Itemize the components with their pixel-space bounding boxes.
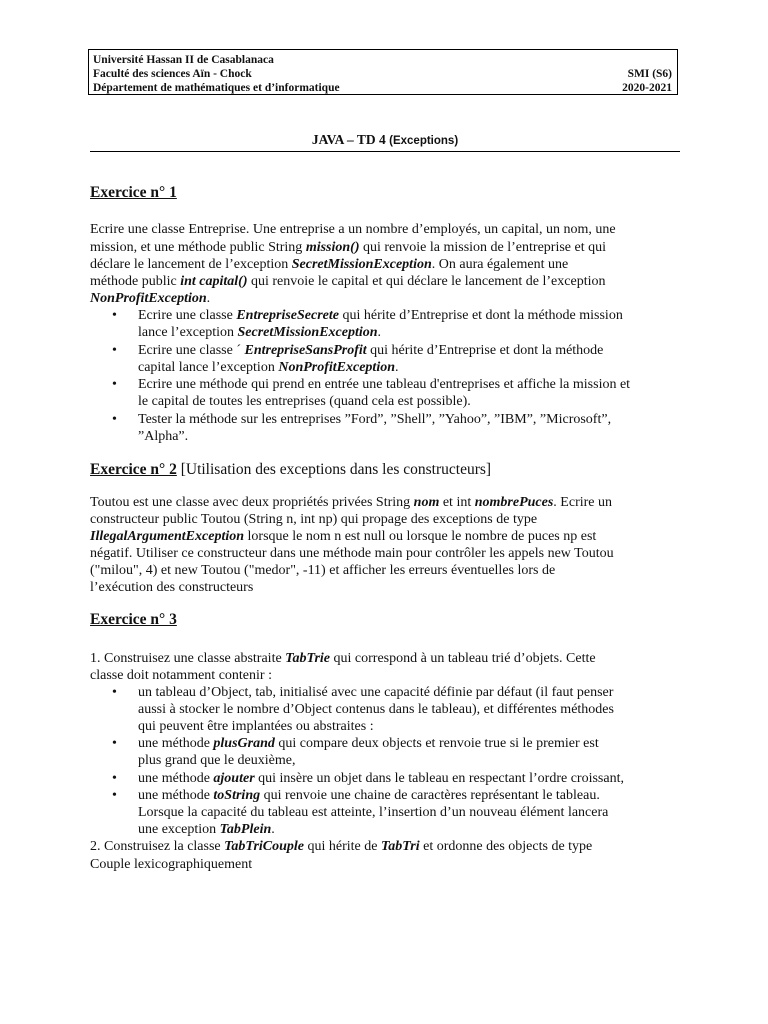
ex1-bullet-1-line-2 xyxy=(138,324,381,341)
ex1-bullet-1-line-1 xyxy=(138,307,623,324)
ex3-code: ajouter xyxy=(213,771,255,786)
header-box xyxy=(88,49,678,95)
ex2-line-2 xyxy=(90,511,537,528)
header-line-3 xyxy=(93,81,672,95)
ex1-bullet-2-line-1 xyxy=(138,342,603,359)
ex3-line-2 xyxy=(90,667,272,684)
ex1-text: Ecrire une classe xyxy=(138,308,237,323)
bullet-icon: • xyxy=(112,412,117,427)
ex1-text: Tester la méthode sur les entreprises ”Ford”, ”Shell”, ”Yahoo”, ”IBM”, ”Microsoft”, xyxy=(138,412,612,427)
ex1-code: int capital() xyxy=(180,274,248,289)
ex1-text: capital lance l’exception xyxy=(138,360,279,375)
ex2-line-5 xyxy=(90,562,555,579)
ex3-text: qui renvoie une chaine de caractères représentant le tableau. xyxy=(260,788,600,803)
university-name: Université Hassan II de Casablanaca xyxy=(93,54,274,66)
ex3-code: TabTrie xyxy=(285,651,331,666)
faculty-name: Faculté des sciences Aïn - Chock xyxy=(93,68,252,80)
ex3-text: une méthode xyxy=(138,736,214,751)
ex1-text: méthode public xyxy=(90,274,181,289)
ex1-code: EntrepriseSecrete xyxy=(236,308,339,323)
ex1-line-5 xyxy=(90,290,210,307)
ex2-line-4 xyxy=(90,545,614,562)
ex1-code: NonProfitException xyxy=(278,360,395,375)
ex3-text: aussi à stocker le nombre d’Object contenus dans le tableau), et différentes méthodes xyxy=(138,702,614,717)
ex3-text: classe doit notamment contenir : xyxy=(90,668,272,683)
ex1-code: SecretMissionException xyxy=(237,325,378,340)
ex3-text: 2. Construisez la classe xyxy=(90,839,225,854)
ex1-code: NonProfitException xyxy=(90,291,207,306)
ex3-text: une exception xyxy=(138,822,220,837)
title-main: JAVA – TD 4 xyxy=(311,132,390,147)
ex2-line-6 xyxy=(90,579,253,596)
ex3-text: qui peuvent être implantées ou abstraites : xyxy=(138,719,374,734)
ex1-text: qui hérite d’Entreprise et dont la méthode mission xyxy=(339,308,623,323)
program-label: SMI (S6) xyxy=(627,68,672,80)
ex3-text: plus grand que le deuxième, xyxy=(138,753,296,768)
ex1-line-3 xyxy=(90,256,568,273)
ex3-text: qui correspond à un tableau trié d’objets. Cette xyxy=(330,651,596,666)
ex1-text: mission, et une méthode public String xyxy=(90,240,306,255)
ex3-bullet-1-line-2 xyxy=(138,701,614,718)
ex1-bullet-4-line-2 xyxy=(138,428,188,445)
exercise-3-heading xyxy=(90,610,177,630)
ex1-text: lance l’exception xyxy=(138,325,238,340)
ex1-text: qui renvoie la mission de l’entreprise et qui xyxy=(359,240,606,255)
page-title xyxy=(90,131,680,150)
exercise-2-subtitle: [Utilisation des exceptions dans les constructeurs] xyxy=(176,461,492,478)
ex3-bullet-2-line-2 xyxy=(138,752,295,769)
exercise-1-label: Exercice n° 1 xyxy=(90,184,177,201)
bullet-icon: • xyxy=(112,377,117,392)
ex1-text: qui renvoie le capital et qui déclare le lancement de l’exception xyxy=(247,274,606,289)
ex3-code: TabPlein xyxy=(219,822,272,837)
bullet-icon: • xyxy=(112,788,117,803)
ex1-line-2 xyxy=(90,239,606,256)
bullet-icon: • xyxy=(112,736,117,751)
ex1-text: . On aura également une xyxy=(431,257,569,272)
ex3-text: Couple lexicographiquement xyxy=(90,857,253,872)
bullet-icon: • xyxy=(112,343,117,358)
ex3-text: qui insère un objet dans le tableau en respectant l’ordre croissant, xyxy=(254,771,624,786)
ex3-text: qui hérite de xyxy=(304,839,381,854)
ex3-text: Lorsque la capacité du tableau est atteinte, l’insertion d’un nouveau élément lancera xyxy=(138,805,609,820)
header-line-1 xyxy=(93,53,672,67)
ex2-code: nombrePuces xyxy=(474,495,554,510)
ex3-code: TabTriCouple xyxy=(224,839,305,854)
ex2-text: l’exécution des constructeurs xyxy=(90,580,254,595)
bullet-icon: • xyxy=(112,771,117,786)
ex3-text: 1. Construisez une classe abstraite xyxy=(90,651,286,666)
ex3-code: toString xyxy=(213,788,261,803)
department-name: Département de mathématiques et d’informatique xyxy=(93,82,340,94)
ex2-text: Toutou est une classe avec deux propriétés privées String xyxy=(90,495,414,510)
ex3-bullet-4-line-1 xyxy=(138,787,600,804)
academic-year: 2020-2021 xyxy=(622,82,672,94)
ex1-text: qui hérite d’Entreprise et dont la méthode xyxy=(366,343,604,358)
exercise-2-label: Exercice n° 2 xyxy=(90,461,177,478)
ex3-line-1 xyxy=(90,650,596,667)
ex1-text: déclare le lancement de l’exception xyxy=(90,257,292,272)
ex1-text: Ecrire une classe Entreprise. Une entreprise a un nombre d’employés, un capital, un nom, une xyxy=(90,222,616,237)
title-divider xyxy=(90,151,680,152)
ex1-text: ”Alpha”. xyxy=(138,429,189,444)
ex1-text: Ecrire une méthode qui prend en entrée une tableau d'entreprises et affiche la mission et xyxy=(138,377,631,392)
ex3-text: une méthode xyxy=(138,771,214,786)
ex2-text: ("milou", 4) et new Toutou ("medor", -11) et afficher les erreurs éventuelles lors de xyxy=(90,563,556,578)
ex3-code: plusGrand xyxy=(213,736,275,751)
ex1-line-4 xyxy=(90,273,605,290)
ex2-code: IllegalArgumentException xyxy=(90,529,245,544)
ex2-code: nom xyxy=(413,495,440,510)
ex2-text: constructeur public Toutou (String n, int np) qui propage des exceptions de type xyxy=(90,512,538,527)
ex3-bullet-2-line-1 xyxy=(138,735,599,752)
ex3-text: et ordonne des objects de type xyxy=(419,839,593,854)
ex1-text: Ecrire une classe ´ xyxy=(138,343,245,358)
ex1-bullet-4-line-1 xyxy=(138,411,611,428)
ex3-text: . xyxy=(271,822,275,837)
ex1-text: . xyxy=(377,325,382,340)
ex2-text: et int xyxy=(439,495,475,510)
ex3-text: qui compare deux objects et renvoie true si le premier est xyxy=(274,736,599,751)
ex3-bullet-3-line-1 xyxy=(138,770,624,787)
ex3-line-4 xyxy=(90,856,252,873)
ex2-text: . Ecrire un xyxy=(553,495,612,510)
ex1-text: le capital de toutes les entreprises (quand cela est possible). xyxy=(138,394,471,409)
ex1-code: SecretMissionException xyxy=(291,257,432,272)
ex3-text: un tableau d’Object, tab, initialisé avec une capacité définie par défaut (il faut penser xyxy=(138,685,614,700)
header-line-2 xyxy=(93,67,672,81)
bullet-icon: • xyxy=(112,308,117,323)
ex2-text: lorsque le nom n est null ou lorsque le nombre de puces np est xyxy=(244,529,597,544)
ex1-code: EntrepriseSansProfit xyxy=(244,343,367,358)
exercise-3-label: Exercice n° 3 xyxy=(90,611,177,628)
ex2-line-3 xyxy=(90,528,596,545)
ex1-text: . xyxy=(395,360,399,375)
ex3-bullet-4-line-2 xyxy=(138,804,608,821)
bullet-icon: • xyxy=(112,685,117,700)
title-sub: (Exceptions) xyxy=(389,135,459,147)
ex3-code: TabTri xyxy=(381,839,420,854)
ex3-line-3 xyxy=(90,838,592,855)
ex1-text: . xyxy=(206,291,211,306)
ex3-bullet-1-line-1 xyxy=(138,684,613,701)
ex3-bullet-4-line-3 xyxy=(138,821,275,838)
ex1-bullet-2-line-2 xyxy=(138,359,399,376)
ex1-bullet-3-line-1 xyxy=(138,376,630,393)
ex2-line-1 xyxy=(90,494,612,511)
exercise-1-heading xyxy=(90,183,177,203)
ex1-code: mission() xyxy=(305,240,360,255)
ex1-line-1 xyxy=(90,221,616,238)
ex3-bullet-1-line-3 xyxy=(138,718,374,735)
ex3-text: une méthode xyxy=(138,788,214,803)
ex1-bullet-3-line-2 xyxy=(138,393,471,410)
ex2-text: négatif. Utiliser ce constructeur dans une méthode main pour contrôler les appels new Toutou xyxy=(90,546,614,561)
exercise-2-heading xyxy=(90,460,491,480)
